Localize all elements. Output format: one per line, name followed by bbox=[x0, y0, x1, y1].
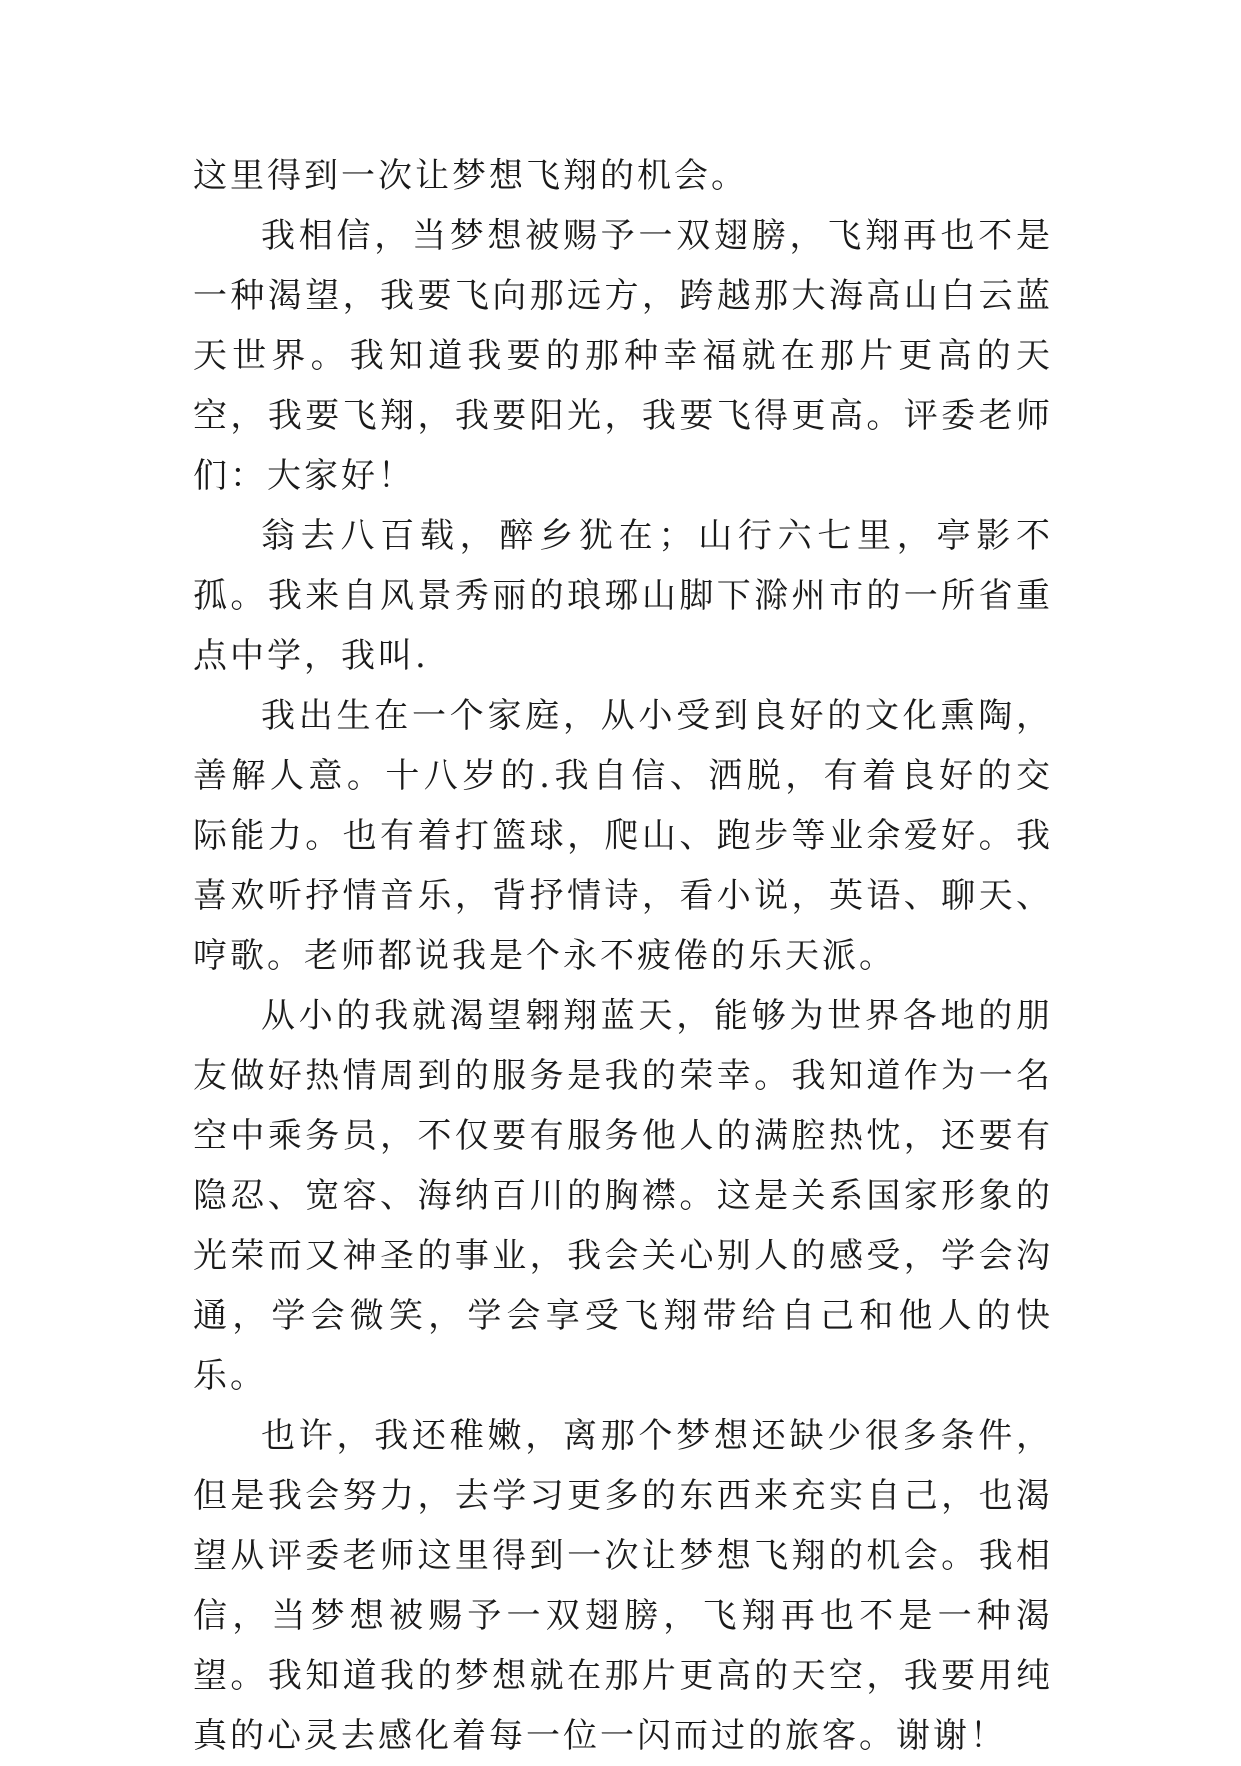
paragraph-1: 这里得到一次让梦想飞翔的机会。 bbox=[193, 156, 748, 196]
paragraph-5: 从小的我就渴望翱翔蓝天，能够为世界各地的朋友做好热情周到的服务是我的荣幸。我知道作为一名空中乘务员，不仅要有服务他人的满腔热忱，还要有隐忍、宽容、海纳百川的胸襟。这是关系国家形象的光荣而又神圣的事业，我会关心别人的感受，学会沟通，学会微笑，学会享受飞翔带给自己和他人的快乐。 bbox=[193, 996, 1053, 1396]
document-body bbox=[193, 146, 1053, 1766]
paragraph-4: 我出生在一个家庭，从小受到良好的文化熏陶，善解人意。十八岁的.我自信、洒脱，有着良好的交际能力。也有着打篮球，爬山、跑步等业余爱好。我喜欢听抒情音乐，背抒情诗，看小说，英语、聊天、哼歌。老师都说我是个永不疲倦的乐天派。 bbox=[193, 696, 1053, 976]
paragraph-6: 也许，我还稚嫩，离那个梦想还缺少很多条件，但是我会努力，去学习更多的东西来充实自己，也渴望从评委老师这里得到一次让梦想飞翔的机会。我相信，当梦想被赐予一双翅膀，飞翔再也不是一种渴望。我知道我的梦想就在那片更高的天空，我要用纯真的心灵去感化着每一位一闪而过的旅客。谢谢！ bbox=[193, 1416, 1053, 1756]
paragraph-3: 翁去八百载，醉乡犹在；山行六七里，亭影不孤。我来自风景秀丽的琅琊山脚下滁州市的一所省重点中学，我叫. bbox=[193, 516, 1053, 676]
paragraph-2: 我相信，当梦想被赐予一双翅膀，飞翔再也不是一种渴望，我要飞向那远方，跨越那大海高山白云蓝天世界。我知道我要的那种幸福就在那片更高的天空，我要飞翔，我要阳光，我要飞得更高。评委老师们：大家好！ bbox=[193, 216, 1053, 496]
